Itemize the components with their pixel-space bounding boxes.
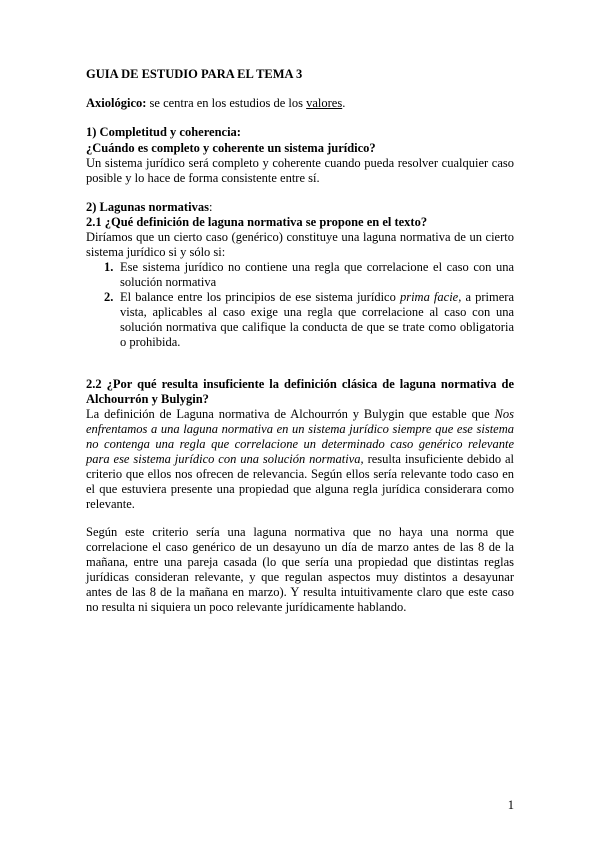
spacer (86, 111, 514, 124)
question-2-2: 2.2 ¿Por qué resulta insuficiente la definición clásica de laguna normativa de Alchourrón y Bulygin? (86, 377, 514, 406)
axiologico-label: Axiológico: (86, 96, 147, 110)
axiologico-text: se centra en los estudios de los (146, 96, 307, 110)
paragraph-1-post: resulta insuficiente debido al criterio que ellos nos ofrecen de relevancia. Según ellos sería relevante todo caso en el que estuviera presente una propiedad que alguna regla jurídica considerara como relevante. (86, 452, 514, 511)
list-item-text-em: prima facie (399, 290, 459, 304)
section-1-question: ¿Cuándo es completo y coherente un sistema jurídico? (86, 141, 376, 155)
page-number: 1 (507, 798, 514, 812)
list-item (86, 290, 514, 350)
list-item-text-post: , a primera vista, aplicables al caso exige una regla que correlacione al caso con una solución normativa que califique la conducta de que se trate como obligatoria o prohibida. (120, 290, 514, 349)
list-item-number: 1. (104, 260, 114, 274)
list-item (86, 260, 514, 290)
list-item-text-pre: El balance entre los principios de ese sistema jurídico (120, 290, 400, 304)
question-2-2-paragraph-1 (86, 407, 514, 512)
section-1-heading: 1) Completitud y coherencia: (86, 125, 241, 139)
spacer (86, 186, 514, 199)
spacer (86, 350, 514, 377)
section-1-answer: Un sistema jurídico será completo y coherente cuando pueda resolver cualquier caso posible y lo hace de forma consistente entre sí. (86, 156, 514, 185)
list-item-number: 2. (104, 290, 114, 304)
section-2-heading-end: : (208, 200, 213, 214)
question-2-1: 2.1 ¿Qué definición de laguna normativa se propone en el texto? (86, 215, 428, 229)
section-2-heading-line (86, 199, 514, 215)
question-2-2-paragraph-2: Según este criterio sería una laguna normativa que no haya una norma que correlacione el caso genérico de un desayuno un día de marzo antes de las 8 de la mañana, entre una pareja casada (lo que sería una propiedad que distintas reglas jurídicas consideran relevante, y que regulan aspectos muy distintos a desayunar antes de las 8 de la mañana en marzo). Y resulta intuitivamente claro que este caso no resulta ni siquiera un poco relevante jurídicamente hablando. (86, 525, 514, 614)
axiologico-end: . (342, 96, 346, 110)
document-title: GUIA DE ESTUDIO PARA EL TEMA 3 (86, 67, 303, 81)
paragraph-1-pre: La definición de Laguna normativa de Alchourrón y Bulygin que estable que (86, 407, 495, 421)
paragraph-1-quote: Nos enfrentamos a una laguna normativa en un sistema jurídico siempre que ese sistema no contenga una regla que correlacione un determinado caso genérico relevante para ese sistema jurídico con una solución normativa, (86, 407, 514, 466)
valores-link[interactable]: valores (306, 96, 343, 110)
section-2-heading: 2) Lagunas normativas (86, 200, 209, 214)
question-2-1-intro: Diríamos que un cierto caso (genérico) constituye una laguna normativa de un cierto sistema jurídico si y sólo si: (86, 230, 514, 259)
criteria-list (86, 260, 514, 350)
list-item-text: Ese sistema jurídico no contiene una regla que correlacione el caso con una solución normativa (120, 260, 514, 289)
spacer (86, 512, 514, 525)
axiologico-line (86, 95, 514, 111)
